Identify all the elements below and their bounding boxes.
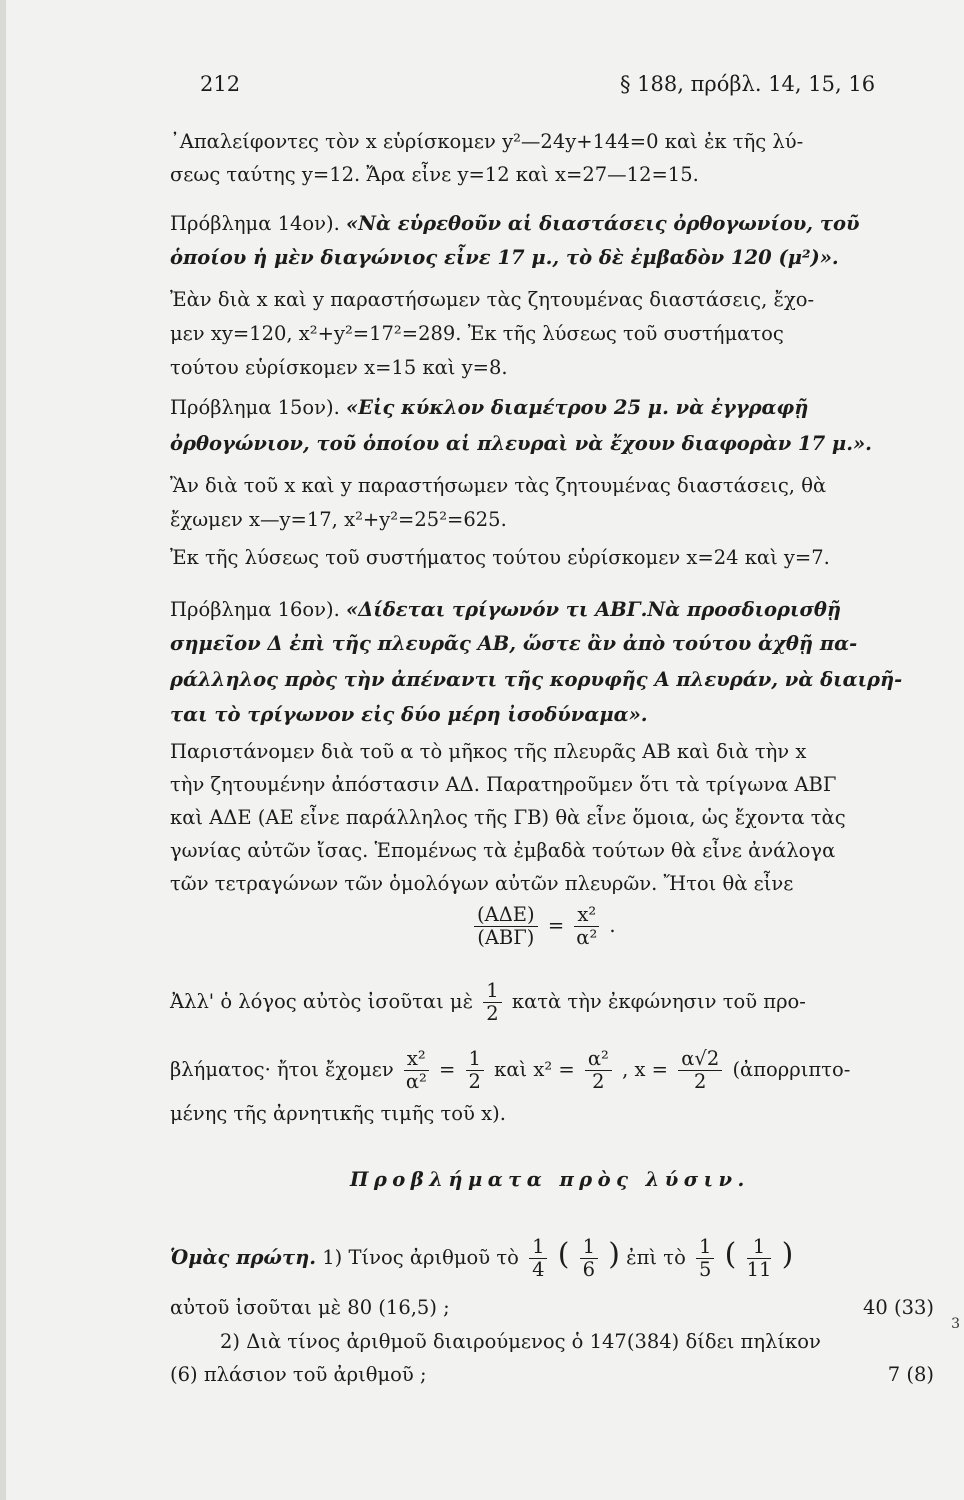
exercise-1-continued: αὐτοῦ ἰσοῦται μὲ 80 (16,5) ; <box>170 1296 450 1319</box>
problem-statement: «Δίδεται τρίγωνόν τι ΑΒΓ.Νὰ προσδιορισθῇ <box>345 598 842 621</box>
exercise-2-answer: 7 (8) <box>887 1363 934 1386</box>
problem-statement: «Νὰ εὑρεθοῦν αἱ διαστάσεις ὀρθογωνίου, τοῦ <box>345 212 860 235</box>
text-line: Ἐὰν διὰ x καὶ y παραστήσωμεν τὰς ζητουμένας διαστάσεις, ἔχο- <box>170 288 815 311</box>
problem-14-heading <box>170 212 940 236</box>
text-line: σεως ταύτης y=12. Ἄρα εἶνε y=12 καὶ x=27—12=15. <box>170 163 699 186</box>
text-line: Ἐκ τῆς λύσεως τοῦ συστήματος τούτου εὑρίσκομεν x=24 καὶ y=7. <box>170 546 830 569</box>
exercise-1: Ὁμὰς πρώτη. 1) Τίνος ἀριθμοῦ τὸ $\frac{1}{4}$ ( $\frac{1}{6}$ ) ἐπὶ τὸ $\frac{1}{5}$ ( $\frac{1}{11}$ ) <box>170 1235 794 1281</box>
text-line: καὶ ΑΔΕ (ΑΕ εἶνε παράλληλος τῆς ΓΒ) θὰ εἶνε ὅμοια, ὡς ἔχοντα τὰς <box>170 806 846 829</box>
problem-statement: «Εἰς κύκλον διαμέτρου 25 μ. νὰ ἐγγραφῇ <box>345 396 809 419</box>
text-line: ᾿Απαλείφοντες τὸν x εὑρίσκομεν y²—24y+144=0 καὶ ἐκ τῆς λύ- <box>170 130 804 153</box>
problem-15-heading <box>170 396 940 420</box>
problem-16-heading <box>170 598 940 622</box>
section-reference: § 188, πρόβλ. 14, 15, 16 <box>620 72 876 96</box>
ratio-equation: $\frac{\text{(ΑΔΕ)}}{\text{(ΑΒΓ)}}$ = $\frac{\text{x²}}{\text{α²}}$ . <box>470 904 770 949</box>
page-edge-shadow <box>0 0 6 1500</box>
text-line: Ἂν διὰ τοῦ x καὶ y παραστήσωμεν τὰς ζητουμένας διαστάσεις, θὰ <box>170 474 827 497</box>
exercise-1-answer: 40 (33) <box>862 1296 934 1319</box>
section-title: Προβλήματα πρὸς λύσιν. <box>350 1168 750 1191</box>
half-fraction: $\frac{1}{2}$ <box>483 980 501 1025</box>
text-line: μεν xy=120, x²+y²=17²=289. Ἐκ τῆς λύσεως τοῦ συστήματος <box>170 322 784 345</box>
solution-equation-line: βλήματος· ἤτοι ἔχομεν $\frac{\text{x²}}{\text{α²}}$ = $\frac{1}{2}$ καὶ x² = $\frac{\text{α²}}{2}$ , x = $\frac{\alpha√2}{2}$ (ἀπορριπτο- <box>170 1047 851 1093</box>
problem-statement-line: σημεῖον Δ ἐπὶ τῆς πλευρᾶς ΑΒ, ὥστε ἂν ἀπὸ τούτου ἀχθῇ πα- <box>170 632 858 655</box>
text-line: Παριστάνομεν διὰ τοῦ α τὸ μῆκος τῆς πλευρᾶς ΑΒ καὶ διὰ τὴν x <box>170 740 807 763</box>
text-line: μένης τῆς ἀρνητικῆς τιμῆς τοῦ x). <box>170 1102 506 1125</box>
exercise-2: 2) Διὰ τίνος ἀριθμοῦ διαιρούμενος ὁ 147(384) δίδει πηλίκον <box>220 1330 821 1353</box>
text-line: ἔχωμεν x—y=17, x²+y²=25²=625. <box>170 508 507 531</box>
page-number: 212 <box>200 72 241 96</box>
problem-statement-line: ται τὸ τρίγωνον εἰς δύο μέρη ἰσοδύναμα». <box>170 703 648 726</box>
problem-statement-line: ράλληλος πρὸς τὴν ἀπέναντι τῆς κορυφῆς Α πλευράν, νὰ διαιρῆ- <box>170 668 903 691</box>
margin-mark: 3 <box>951 1316 960 1332</box>
problem-statement-line: ὀρθογώνιον, τοῦ ὁποίου αἱ πλευραὶ νὰ ἔχουν διαφορὰν 17 μ.». <box>170 432 872 455</box>
text-line: τούτου εὑρίσκομεν x=15 καὶ y=8. <box>170 356 508 379</box>
square-ratio-fraction: $\frac{\text{x²}}{\text{α²}}$ <box>576 903 598 949</box>
text-line: γωνίας αὐτῶν ἴσας. Ἑπομένως τὰ ἐμβαδὰ τούτων θὰ εἶνε ἀνάλογα <box>170 839 836 862</box>
group-label: Ὁμὰς πρώτη. <box>170 1246 317 1269</box>
text-line: τὴν ζητουμένην ἀπόστασιν ΑΔ. Παρατηροῦμεν ὅτι τὰ τρίγωνα ΑΒΓ <box>170 773 837 796</box>
text-line-with-fraction: Ἀλλ' ὁ λόγος αὐτὸς ἰσοῦται μὲ $\frac{1}{2}$ κατὰ τὴν ἐκφώνησιν τοῦ προ- <box>170 979 806 1025</box>
exercise-2-continued: (6) πλάσιον τοῦ ἀριθμοῦ ; <box>170 1363 427 1386</box>
problem-statement-line: ὁποίου ἡ μὲν διαγώνιος εἶνε 17 μ., τὸ δὲ ἐμβαδὸν 120 (μ²)». <box>170 246 839 269</box>
problem-label: Πρόβλημα 14ον). <box>170 212 340 235</box>
problem-label: Πρόβλημα 15ον). <box>170 396 340 419</box>
problem-label: Πρόβλημα 16ον). <box>170 598 340 621</box>
text-line: τῶν τετραγώνων τῶν ὁμολόγων αὐτῶν πλευρῶν. Ἤτοι θὰ εἶνε <box>170 872 794 895</box>
area-ratio-fraction: $\frac{\text{(ΑΔΕ)}}{\text{(ΑΒΓ)}}$ <box>474 904 538 949</box>
